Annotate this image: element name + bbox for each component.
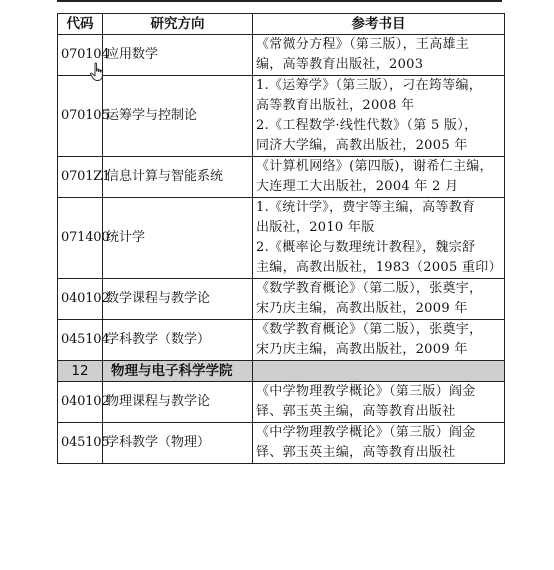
row-direction: 物理课程与教学论	[103, 382, 253, 423]
reference-line: 宋乃庆主编，高教出版社，2009 年	[256, 301, 468, 316]
table-row	[58, 198, 505, 279]
reference-line: 1.《运筹学》（第三版），刁在筠等编，	[256, 78, 483, 93]
section-name: 物理与电子科学学院	[103, 361, 253, 382]
row-references	[253, 279, 505, 320]
row-code: 045105	[58, 423, 103, 464]
row-direction: 运筹学与控制论	[103, 76, 253, 157]
reference-line: 编，高等教育出版社，2003	[256, 57, 424, 72]
reference-line: 大连理工大出版社，2004 年 2 月	[256, 179, 459, 194]
reference-line: 高等教育出版社，2008 年	[256, 98, 415, 113]
header-references: 参考书目	[253, 14, 505, 35]
table-row	[58, 382, 505, 423]
reference-line: 《数学教育概论》（第二版），张奠宇，	[256, 281, 483, 296]
reference-line: 《计算机网络》(第四版)，谢希仁主编，	[256, 159, 493, 174]
row-code: 040102	[58, 382, 103, 423]
reference-line: 同济大学编，高教出版社，2005 年	[256, 138, 468, 153]
reference-line: 2.《概率论与数理统计教程》，魏宗舒	[256, 240, 476, 255]
reference-line: 出版社，2010 年版	[256, 220, 375, 235]
hand-pointer-icon	[89, 62, 107, 82]
reference-line: 主编，高教出版社，1983（2005 重印）	[256, 260, 502, 275]
row-code: 070105	[58, 76, 103, 157]
row-references	[253, 76, 505, 157]
table-header-row	[58, 14, 505, 35]
row-code: 071400	[58, 198, 103, 279]
reference-line: 《数学教育概论》（第二版），张奠宇，	[256, 322, 483, 337]
row-direction: 数学课程与教学论	[103, 279, 253, 320]
header-code: 代码	[58, 14, 103, 35]
row-references	[253, 382, 505, 423]
row-references	[253, 320, 505, 361]
row-code: 045104	[58, 320, 103, 361]
section-empty-cell	[253, 361, 505, 382]
reference-line: 《常微分方程》（第三版），王高雄主	[256, 37, 470, 52]
header-direction: 研究方向	[103, 14, 253, 35]
row-direction: 应用数学	[103, 35, 253, 76]
row-code: 0701Z1	[58, 157, 103, 198]
row-direction: 信息计算与智能系统	[103, 157, 253, 198]
reference-line: 宋乃庆主编，高教出版社，2009 年	[256, 342, 468, 357]
reference-line: 《中学物理教学概论》（第三版）阎金	[256, 384, 476, 399]
row-direction: 学科教学（物理）	[103, 423, 253, 464]
top-rule-divider	[57, 0, 502, 2]
row-references	[253, 198, 505, 279]
row-direction: 学科教学（数学）	[103, 320, 253, 361]
section-header-row	[58, 361, 505, 382]
row-direction: 统计学	[103, 198, 253, 279]
row-code: 040102	[58, 279, 103, 320]
row-references	[253, 35, 505, 76]
reference-line: 铎、郭玉英主编，高等教育出版社	[256, 404, 456, 419]
reference-book-table	[57, 13, 505, 464]
table-row	[58, 320, 505, 361]
section-code: 12	[58, 361, 103, 382]
table-row	[58, 279, 505, 320]
reference-line: 2.《工程数学·线性代数》（第 5 版），	[256, 118, 478, 133]
row-references	[253, 423, 505, 464]
table-row	[58, 423, 505, 464]
table-row	[58, 35, 505, 76]
reference-line: 《中学物理教学概论》（第三版）阎金	[256, 425, 476, 440]
row-code: 070104	[58, 35, 103, 76]
reference-line: 铎、郭玉英主编，高等教育出版社	[256, 445, 456, 460]
table-row	[58, 157, 505, 198]
row-references	[253, 157, 505, 198]
reference-line: 1.《统计学》，费宇等主编，高等教育	[256, 200, 476, 215]
table-row	[58, 76, 505, 157]
